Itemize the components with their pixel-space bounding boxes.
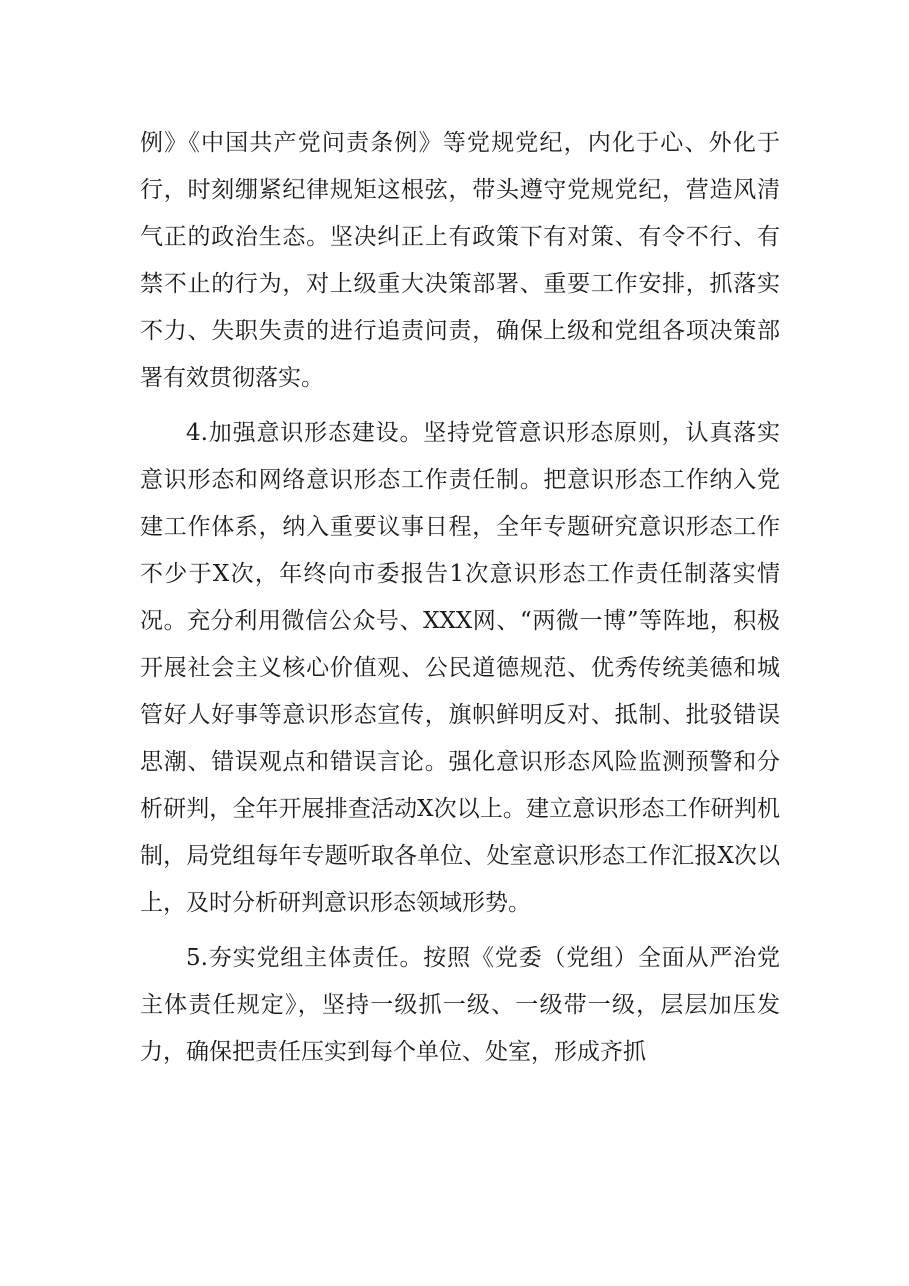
paragraph-ideology-construction: 4.加强意识形态建设。坚持党管意识形态原则，认真落实意识形态和网络意识形态工作责任制。把意识形态工作纳入党建工作体系，纳入重要议事日程，全年专题研究意识形态工作不少于X次，年终向市委报告1次意识形态工作责任制落实情况。充分利用微信公众号、XXX网、“两微一博”等阵地，积极开展社会主义核心价值观、公民道德规范、优秀传统美德和城管好人好事等意识形态宣传，旗帜鲜明反对、抵制、批驳错误思潮、错误观点和错误言论。强化意识形态风险监测预警和分析研判，全年开展排查活动X次以上。建立意识形态工作研判机制，局党组每年专题听取各单位、处室意识形态工作汇报X次以上，及时分析研判意识形态领域形势。	[140, 420, 780, 916]
paragraph-continuation: 例》《中国共产党问责条例》等党规党纪，内化于心、外化于行，时刻绷紧纪律规矩这根弦，带头遵守党规党纪，营造风清气正的政治生态。坚决纠正上有政策下有对策、有令不行、有禁不止的行为，对上级重大决策部署、重要工作安排，抓落实不力、失职失责的进行追责问责，确保上级和党组各项决策部署有效贯彻落实。	[140, 130, 780, 391]
document-body	[140, 120, 780, 1076]
paragraph-party-group-responsibility: 5.夯实党组主体责任。按照《党委（党组）全面从严治党主体责任规定》，坚持一级抓一级、一级带一级，层层加压发力，确保把责任压实到每个单位、处室，形成齐抓	[140, 945, 780, 1065]
